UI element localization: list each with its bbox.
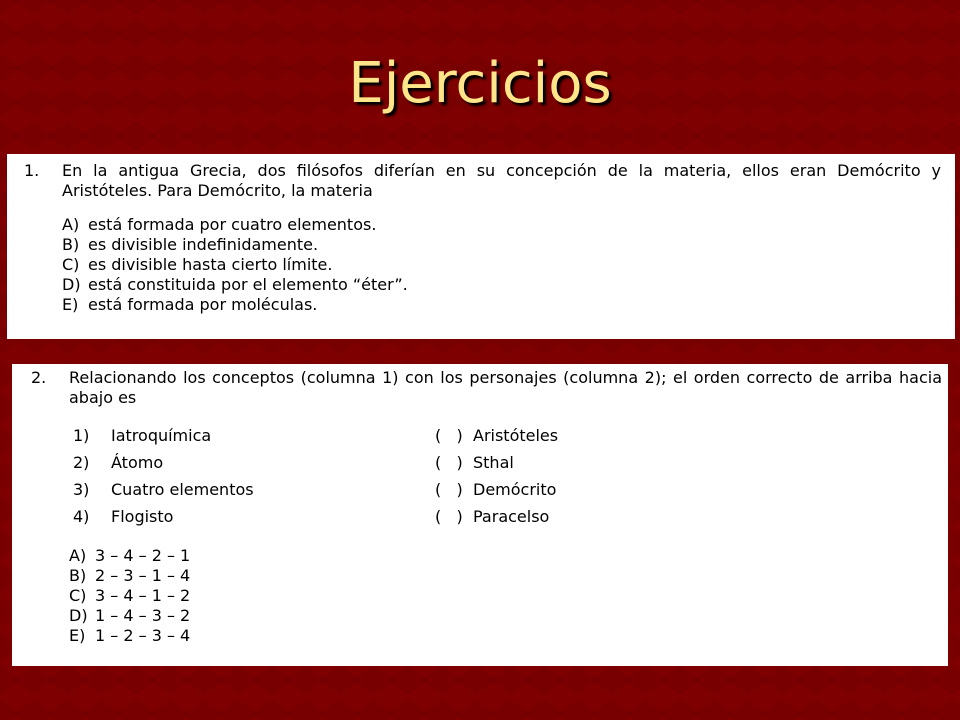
concept: Átomo: [111, 453, 164, 472]
option-a: [62, 215, 941, 235]
answer-blank: ( ): [435, 507, 463, 526]
concept: Iatroquímica: [111, 426, 212, 445]
option-b: [69, 566, 942, 586]
matching-table: [31, 426, 942, 534]
person: Demócrito: [473, 480, 557, 499]
option-e: [69, 626, 942, 646]
question-2: [31, 368, 942, 408]
slide-title: Ejercicios: [348, 51, 612, 116]
option-letter: B): [62, 235, 80, 254]
option-letter: C): [69, 586, 87, 605]
option-b: [62, 235, 941, 255]
question-number: 2.: [31, 368, 47, 387]
option-text: 3 – 4 – 2 – 1: [95, 546, 191, 565]
concept: Flogisto: [111, 507, 174, 526]
matching-row: [31, 480, 942, 507]
question-1-options: [24, 215, 941, 315]
person: Paracelso: [473, 507, 550, 526]
question-2-options: [31, 546, 942, 646]
option-c: [62, 255, 941, 275]
option-text: está constituida por el elemento “éter”.: [88, 275, 408, 294]
option-e: [62, 295, 941, 315]
question-text: En la antigua Grecia, dos filósofos diferían en su concepción de la materia, ellos eran Demócrito y Aristóteles. Para Demócrito, la materia: [62, 161, 941, 200]
concept-number: 1): [73, 426, 90, 445]
person: Aristóteles: [473, 426, 559, 445]
option-letter: E): [69, 626, 86, 645]
question-1: [24, 161, 941, 201]
option-letter: C): [62, 255, 80, 274]
option-c: [69, 586, 942, 606]
person: Sthal: [473, 453, 514, 472]
matching-row: [31, 453, 942, 480]
option-text: 3 – 4 – 1 – 2: [95, 586, 191, 605]
option-letter: D): [62, 275, 81, 294]
option-a: [69, 546, 942, 566]
matching-row: [31, 426, 942, 453]
option-text: 1 – 2 – 3 – 4: [95, 626, 191, 645]
option-text: 1 – 4 – 3 – 2: [95, 606, 191, 625]
answer-blank: ( ): [435, 453, 463, 472]
concept-number: 2): [73, 453, 90, 472]
question-number: 1.: [24, 161, 40, 180]
question-2-box: [12, 364, 948, 666]
option-letter: E): [62, 295, 79, 314]
option-d: [62, 275, 941, 295]
option-letter: D): [69, 606, 88, 625]
concept: Cuatro elementos: [111, 480, 254, 499]
question-1-box: [7, 154, 955, 339]
concept-number: 3): [73, 480, 90, 499]
option-letter: B): [69, 566, 87, 585]
option-text: 2 – 3 – 1 – 4: [95, 566, 191, 585]
answer-blank: ( ): [435, 426, 463, 445]
matching-row: [31, 507, 942, 534]
option-letter: A): [69, 546, 87, 565]
option-d: [69, 606, 942, 626]
answer-blank: ( ): [435, 480, 463, 499]
option-text: es divisible indefinidamente.: [88, 235, 319, 254]
concept-number: 4): [73, 507, 90, 526]
option-letter: A): [62, 215, 80, 234]
option-text: está formada por moléculas.: [88, 295, 318, 314]
question-text: Relacionando los conceptos (columna 1) con los personajes (columna 2); el orden correcto de arriba hacia abajo es: [69, 368, 942, 407]
option-text: está formada por cuatro elementos.: [88, 215, 377, 234]
option-text: es divisible hasta cierto límite.: [88, 255, 333, 274]
